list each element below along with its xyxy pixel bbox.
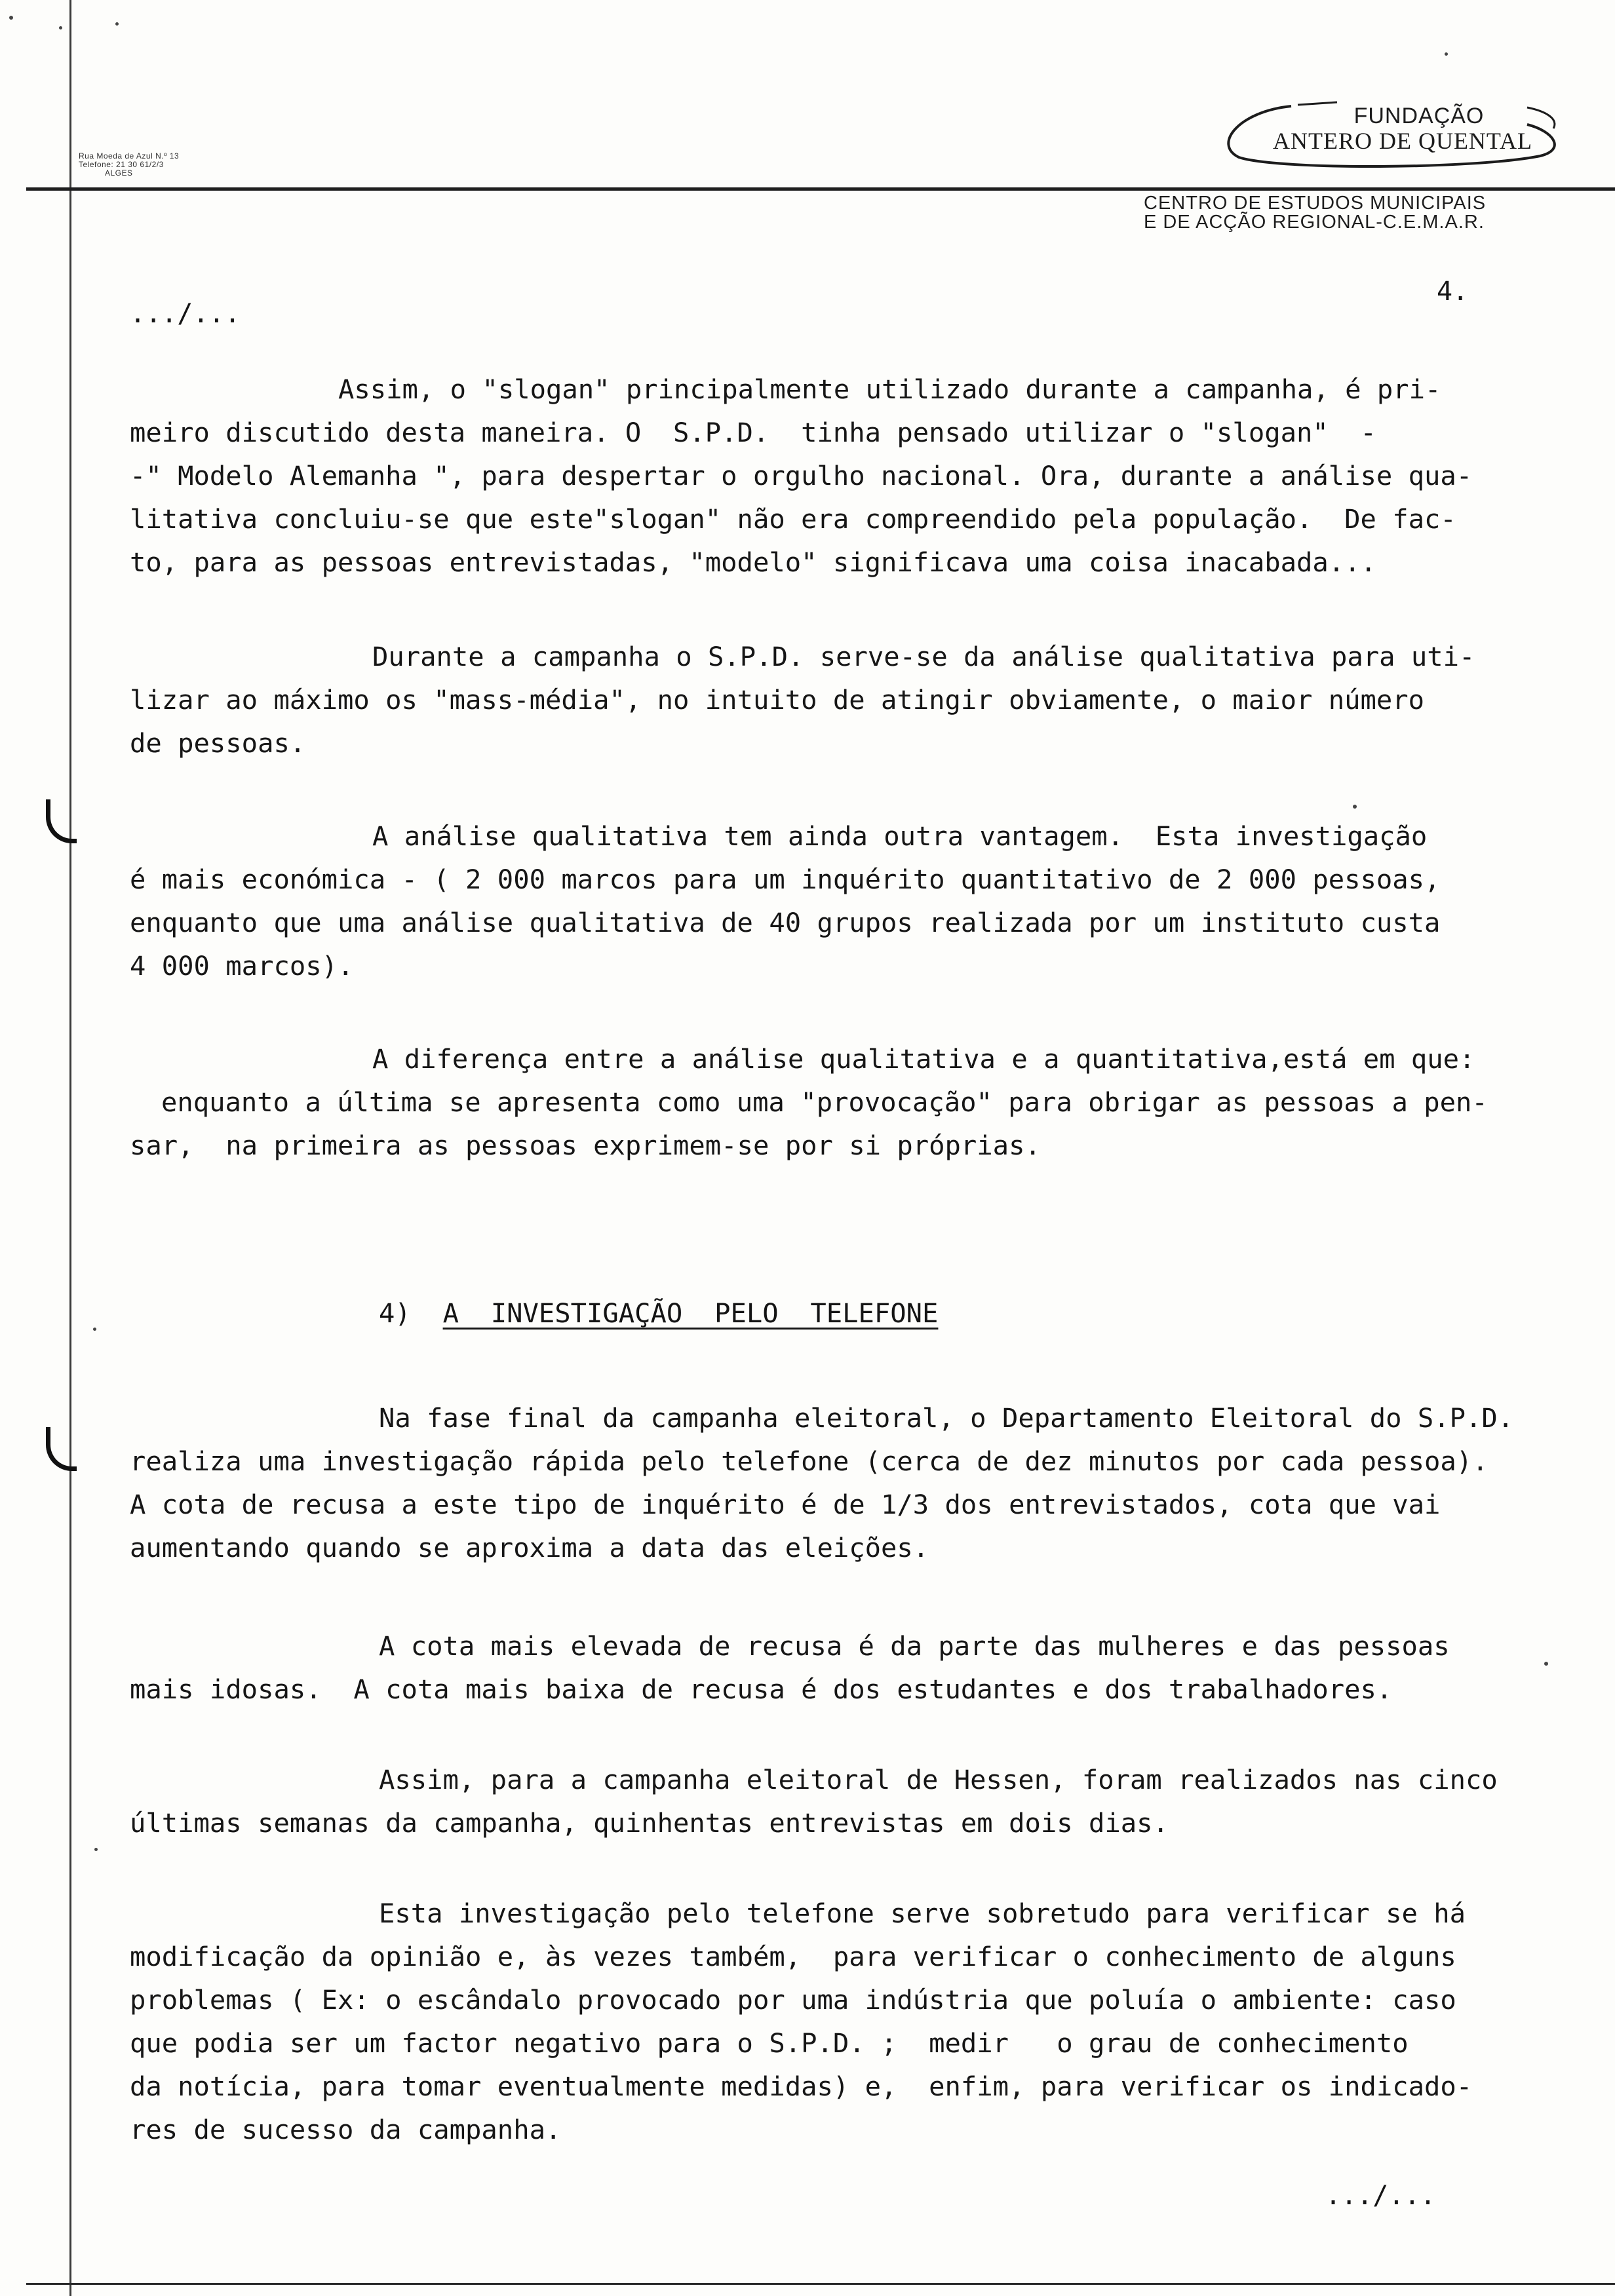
centro-line: E DE ACÇÃO REGIONAL-C.E.M.A.R. [1144,212,1485,233]
text-line: lizar ao máximo os "mass-média", no intuito de atingir obviamente, o maior número [130,684,1425,716]
text-line: mais idosas. A cota mais baixa de recusa é dos estudantes e dos trabalhadores. [130,1674,1393,1705]
section-heading [379,1297,938,1329]
scan-speck [93,1328,96,1331]
text-line: Na fase final da campanha eleitoral, o Departamento Eleitoral do S.P.D. [379,1402,1514,1434]
text-line: Assim, para a campanha eleitoral de Hessen, foram realizados nas cinco [379,1764,1498,1795]
text-line: A cota de recusa a este tipo de inquérito é de 1/3 dos entrevistados, cota que vai [130,1489,1441,1520]
text-line: litativa concluiu-se que este"slogan" não era compreendido pela população. De fac- [130,503,1456,535]
continuation-bottom: .../... [1325,2181,1436,2211]
text-line: é mais económica - ( 2 000 marcos para um inquérito quantitativo de 2 000 pessoas, [130,864,1441,895]
scan-speck [115,22,119,26]
text-line: res de sucesso da campanha. [130,2114,562,2145]
text-line: problemas ( Ex: o escândalo provocado por uma indústria que poluía o ambiente: caso [130,1984,1456,2016]
text-line: da notícia, para tomar eventualmente medidas) e, enfim, para verificar os indicado- [130,2071,1473,2102]
text-line: modificação da opinião e, às vezes também, para verificar o conhecimento de alguns [130,1941,1456,1972]
foundation-logo [1199,98,1566,170]
text-line: A diferença entre a análise qualitativa e a quantitativa,está em que: [372,1043,1475,1075]
scan-speck [59,26,62,29]
logo-line-fundacao: FUNDAÇÃO [1353,104,1485,128]
header-rule [26,187,1615,191]
margin-hook-mark [46,1427,77,1471]
text-line: que podia ser um factor negativo para o S.P.D. ; medir o grau de conhecimento [130,2027,1409,2059]
margin-hook-mark [46,799,77,843]
text-line: Durante a campanha o S.P.D. serve-se da análise qualitativa para uti- [372,641,1475,672]
address-line: Telefone: 21 30 61/2/3 [79,160,164,169]
logo-line-antero: ANTERO DE QUENTAL [1272,128,1533,154]
text-line: enquanto que uma análise qualitativa de 40 grupos realizada por um instituto custa [130,907,1441,938]
text-line: meiro discutido desta maneira. O S.P.D. tinha pensado utilizar o "slogan" - [130,417,1376,448]
text-line: -" Modelo Alemanha ", para despertar o orgulho nacional. Ora, durante a análise qua- [130,460,1473,491]
text-line: Assim, o "slogan" principalmente utilizado durante a campanha, é pri- [338,373,1441,405]
text-line: Esta investigação pelo telefone serve sobretudo para verificar se há [379,1898,1466,1929]
centro-line: CENTRO DE ESTUDOS MUNICIPAIS [1144,193,1487,214]
section-number: 4) [379,1297,411,1329]
text-line: enquanto a última se apresenta como uma "provocação" para obrigar as pessoas a pen- [161,1086,1488,1118]
text-line: sar, na primeira as pessoas exprimem-se por si próprias. [130,1130,1041,1161]
left-margin-rule [69,0,71,2296]
bottom-rule [26,2283,1615,2285]
text-line: realiza uma investigação rápida pelo telefone (cerca de dez minutos por cada pessoa). [130,1445,1489,1477]
scan-speck [9,16,13,20]
continuation-top: .../... [130,299,241,329]
address-line: Rua Moeda de Azul N.º 13 [79,151,180,161]
text-line: 4 000 marcos). [130,950,354,982]
centro-block [1144,194,1486,232]
scan-speck [1544,1662,1548,1666]
text-line: últimas semanas da campanha, quinhentas entrevistas em dois dias. [130,1807,1169,1839]
text-line: A cota mais elevada de recusa é da parte das mulheres e das pessoas [379,1630,1450,1662]
scan-speck [1353,805,1357,809]
address-block [79,152,179,178]
scan-speck [94,1848,98,1851]
text-line: aumentando quando se aproxima a data das eleições. [130,1532,929,1563]
address-line: ALGES [105,168,133,178]
text-line: to, para as pessoas entrevistadas, "modelo" significava uma coisa inacabada... [130,546,1376,578]
text-line: de pessoas. [130,727,306,759]
page-number: 4. [1437,277,1469,307]
section-title: A INVESTIGAÇÃO PELO TELEFONE [442,1297,939,1329]
scan-speck [1445,52,1448,56]
text-line: A análise qualitativa tem ainda outra vantagem. Esta investigação [372,820,1428,852]
